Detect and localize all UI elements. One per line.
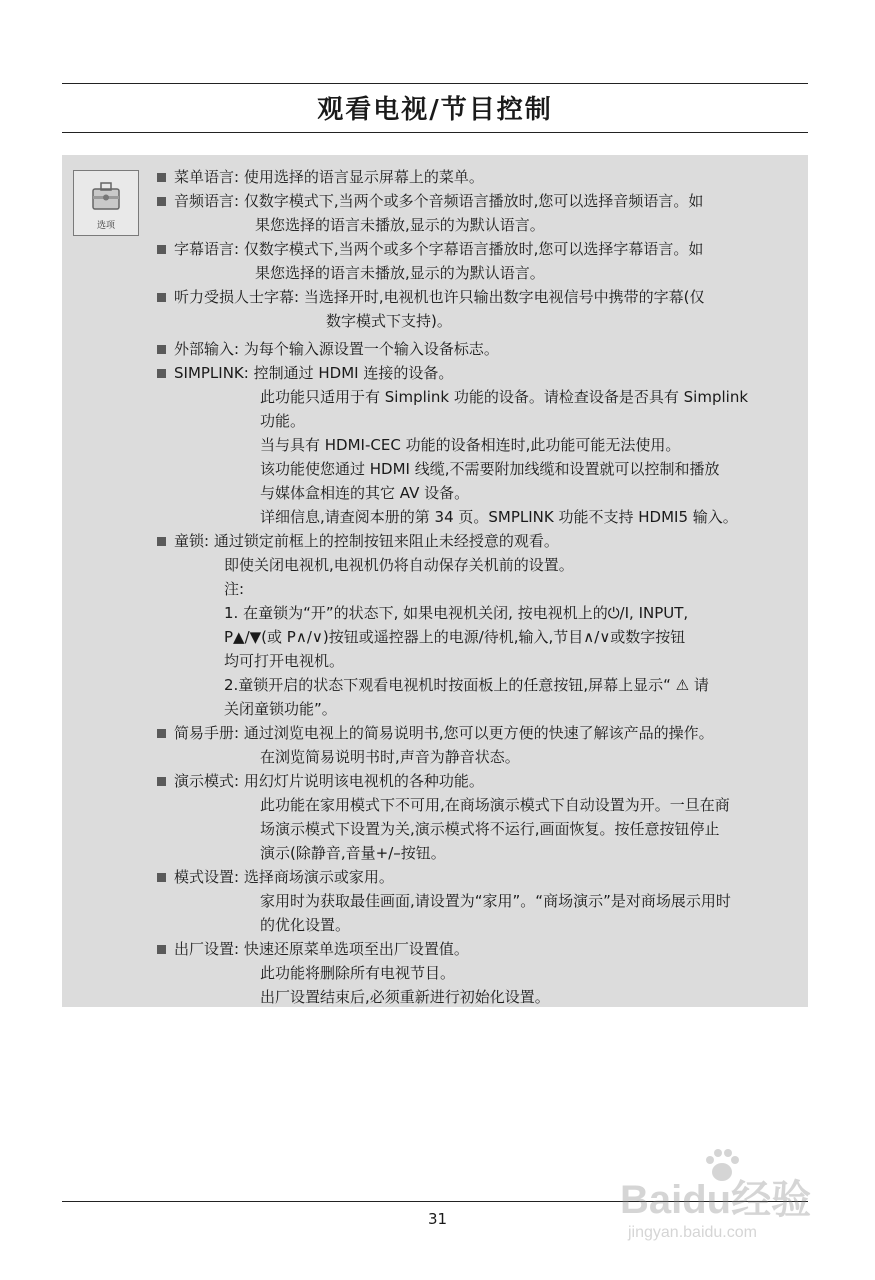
item-text: 场演示模式下设置为关,演示模式将不运行,画面恢复。按任意按钮停止: [260, 820, 720, 838]
item-text: 即使关闭电视机,电视机仍将自动保存关机前的设置。: [224, 556, 574, 574]
watermark: [620, 1148, 820, 1258]
list-item-audio-language: [155, 189, 801, 237]
options-label: 选项: [96, 221, 115, 231]
item-text: 童锁: 通过锁定前框上的控制按钮来阻止未经授意的观看。: [174, 532, 559, 550]
item-text: 在浏览简易说明书时,声音为静音状态。: [260, 748, 520, 766]
item-text: 该功能使您通过 HDMI 线缆,不需要附加线缆和设置就可以控制和播放: [260, 460, 720, 478]
item-text: 音频语言: 仅数字模式下,当两个或多个音频语言播放时,您可以选择音频语言。如: [174, 192, 704, 210]
page-title: 观看电视/节目控制: [317, 95, 553, 125]
item-text: 与媒体盒相连的其它 AV 设备。: [260, 484, 470, 502]
item-text: 此功能只适用于有 Simplink 功能的设备。请检查设备是否具有 Simplink: [260, 388, 749, 406]
list-item-external-input: [155, 337, 801, 361]
item-text: 2.童锁开启的状态下观看电视机时按面板上的任意按钮,屏幕上显示“ ⚠ 请: [224, 676, 709, 694]
options-icon-box: [73, 170, 139, 236]
list-item-menu-language: [155, 165, 801, 189]
item-text: 关闭童锁功能”。: [224, 700, 337, 718]
item-text: 外部输入: 为每个输入源设置一个输入设备标志。: [174, 340, 499, 358]
list-item-demo-mode: [155, 769, 801, 865]
item-text: 字幕语言: 仅数字模式下,当两个或多个字幕语言播放时,您可以选择字幕语言。如: [174, 240, 704, 258]
page-number: 31: [427, 1210, 448, 1228]
item-text: 详细信息,请查阅本册的第 34 页。SMPLINK 功能不支持 HDMI5 输入。: [260, 508, 738, 526]
watermark-brand: Baidu经验: [620, 1178, 812, 1222]
item-text: 注:: [224, 580, 245, 598]
list-item-hearing-impaired: [155, 285, 801, 333]
list-item-subtitle-language: [155, 237, 801, 285]
item-text: 当与具有 HDMI-CEC 功能的设备相连时,此功能可能无法使用。: [260, 436, 681, 454]
item-text: 家用时为获取最佳画面,请设置为“家用”。“商场演示”是对商场展示用时: [260, 892, 731, 910]
item-text: 果您选择的语言未播放,显示的为默认语言。: [255, 216, 545, 234]
top-rule: [62, 83, 808, 84]
item-text: 菜单语言: 使用选择的语言显示屏幕上的菜单。: [174, 168, 484, 186]
toolbox-icon: [90, 179, 122, 213]
item-text: 出厂设置结束后,必须重新进行初始化设置。: [260, 988, 550, 1006]
settings-list: [155, 165, 801, 1009]
item-text: 演示模式: 用幻灯片说明该电视机的各种功能。: [174, 772, 484, 790]
item-text: 演示(除静音,音量+/–按钮。: [260, 844, 446, 862]
watermark-url: jingyan.baidu.com: [628, 1224, 757, 1241]
item-text: 此功能在家用模式下不可用,在商场演示模式下自动设置为开。一旦在商: [260, 796, 730, 814]
list-item-mode-setting: [155, 865, 801, 937]
item-text: 均可打开电视机。: [224, 652, 345, 670]
list-item-easy-manual: [155, 721, 801, 769]
item-text: P▲/▼(或 P∧/∨)按钮或遥控器上的电源/待机,输入,节目∧/∨或数字按钮: [224, 628, 686, 646]
item-text: 出厂设置: 快速还原菜单选项至出厂设置值。: [174, 940, 469, 958]
item-text: 此功能将删除所有电视节目。: [260, 964, 456, 982]
item-text: 的优化设置。: [260, 916, 351, 934]
list-item-simplink: [155, 361, 801, 529]
title-underline: [62, 132, 808, 133]
item-text: 1. 在童锁为“开”的状态下, 如果电视机关闭, 按电视机上的⏻/I, INPUT,: [224, 604, 689, 622]
item-text: 简易手册: 通过浏览电视上的简易说明书,您可以更方便的快速了解该产品的操作。: [174, 724, 714, 742]
list-item-child-lock: [155, 529, 801, 721]
item-text: 模式设置: 选择商场演示或家用。: [174, 868, 394, 886]
item-text: 听力受损人士字幕: 当选择开时,电视机也许只输出数字电视信号中携带的字幕(仅: [174, 288, 705, 306]
item-text: 果您选择的语言未播放,显示的为默认语言。: [255, 264, 545, 282]
item-text: 功能。: [260, 412, 306, 430]
list-item-factory-reset: [155, 937, 801, 1009]
item-text: 数字模式下支持)。: [326, 312, 452, 330]
item-text: SIMPLINK: 控制通过 HDMI 连接的设备。: [174, 364, 454, 382]
